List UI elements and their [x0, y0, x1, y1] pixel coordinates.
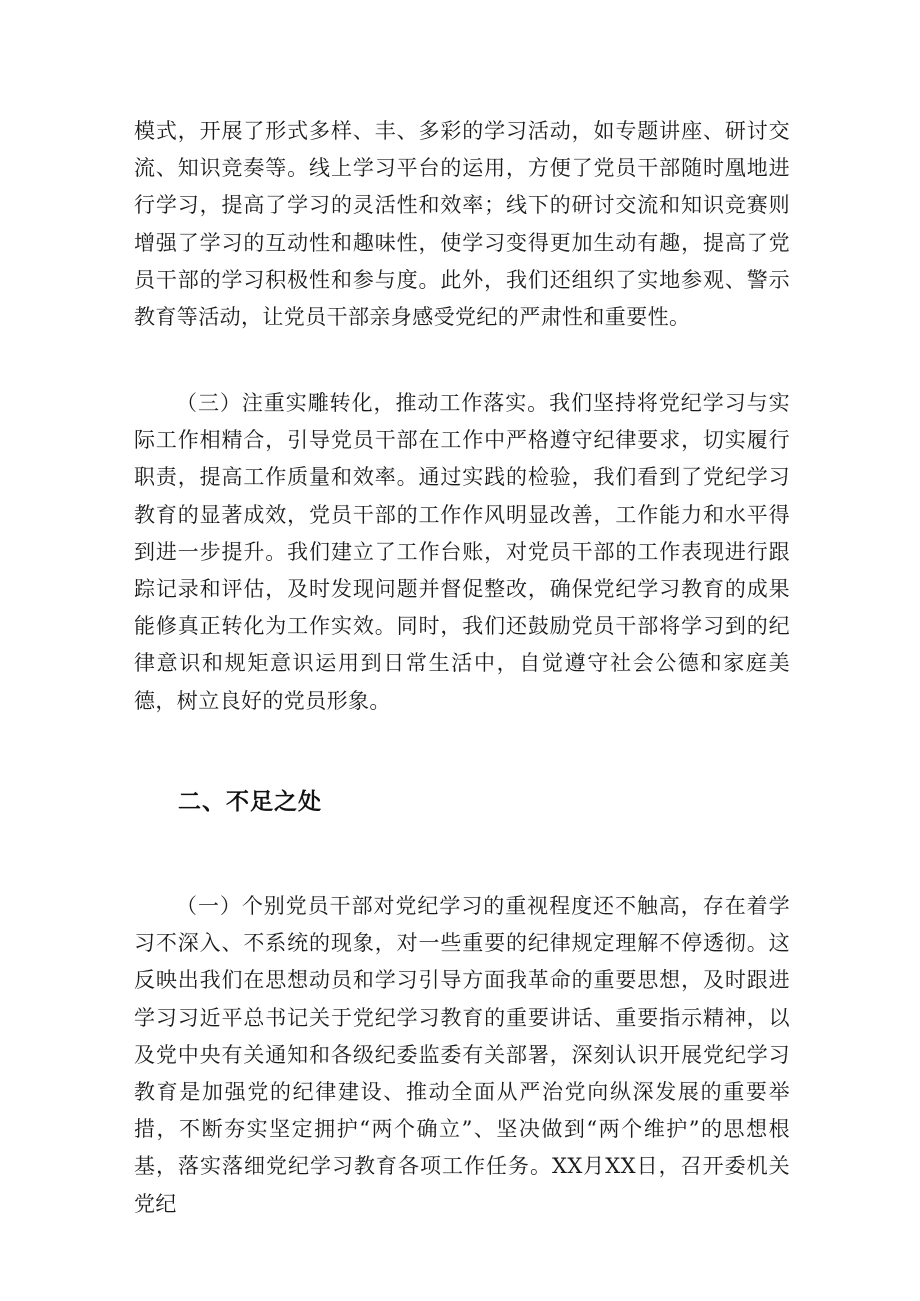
paragraph-learning-activities: 模式，开展了形式多样、丰、多彩的学习活动，如专题讲座、研讨交流、知识竞奏等。线上学习平台的运用，方便了党员干部随时凰地进行学习，提高了学习的灵活性和效率；线下的研讨交流和知识竞赛则增强了学习的互动性和趣味性，使学习变得更加生动有趣，提高了党员干部的学习积极性和参与度。此外，我们还组织了实地参观、警示教育等活动，让党员干部亲身感受党纪的严肃性和重要性。: [134, 119, 790, 330]
section-heading-shortcomings: 二、不足之处: [178, 789, 322, 815]
paragraph-practical-transformation: （三）注重实雕转化，推动工作落实。我们坚持将党纪学习与实际工作相精合，引导党员干部在工作中严格遵守纪律要求，切实履行职责，提高工作质量和效率。通过实践的检验，我们看到了党纪学习教育的显著成效，党员干部的工作作风明显改善，工作能力和水平得到进一步提升。我们建立了工作台账，对党员干部的工作表现进行跟踪记录和评估，及时发现问题并督促整改，确保党纪学习教育的成果能修真正转化为工作实效。同时，我们还鼓励党员干部将学习到的纪律意识和规矩意识运用到日常生活中，自觉遵守社会公德和家庭美德，树立良好的党员形象。: [134, 391, 790, 713]
paragraph-shortcoming-one: （一）个别党员干部对党纪学习的重视程度还不触高，存在着学习不深入、不系统的现象，对一些重要的纪律规定理解不停透彻。这反映出我们在思想动员和学习引导方面我革命的重要思想，及时跟进学习习近平总书记关于党纪学习教育的重要讲话、重要指示精神，以及党中央有关通知和各级纪委监委有关部署，深刻认识开展党纪学习教育是加强党的纪律建设、推动全面从严治党向纵深发展的重要举措，不断夯实坚定拥护“两个确立”、坚决做到“两个维护”的思想根基，落实落细党纪学习教育各项工作任务。XX月XX日，召开委机关党纪: [134, 894, 790, 1216]
